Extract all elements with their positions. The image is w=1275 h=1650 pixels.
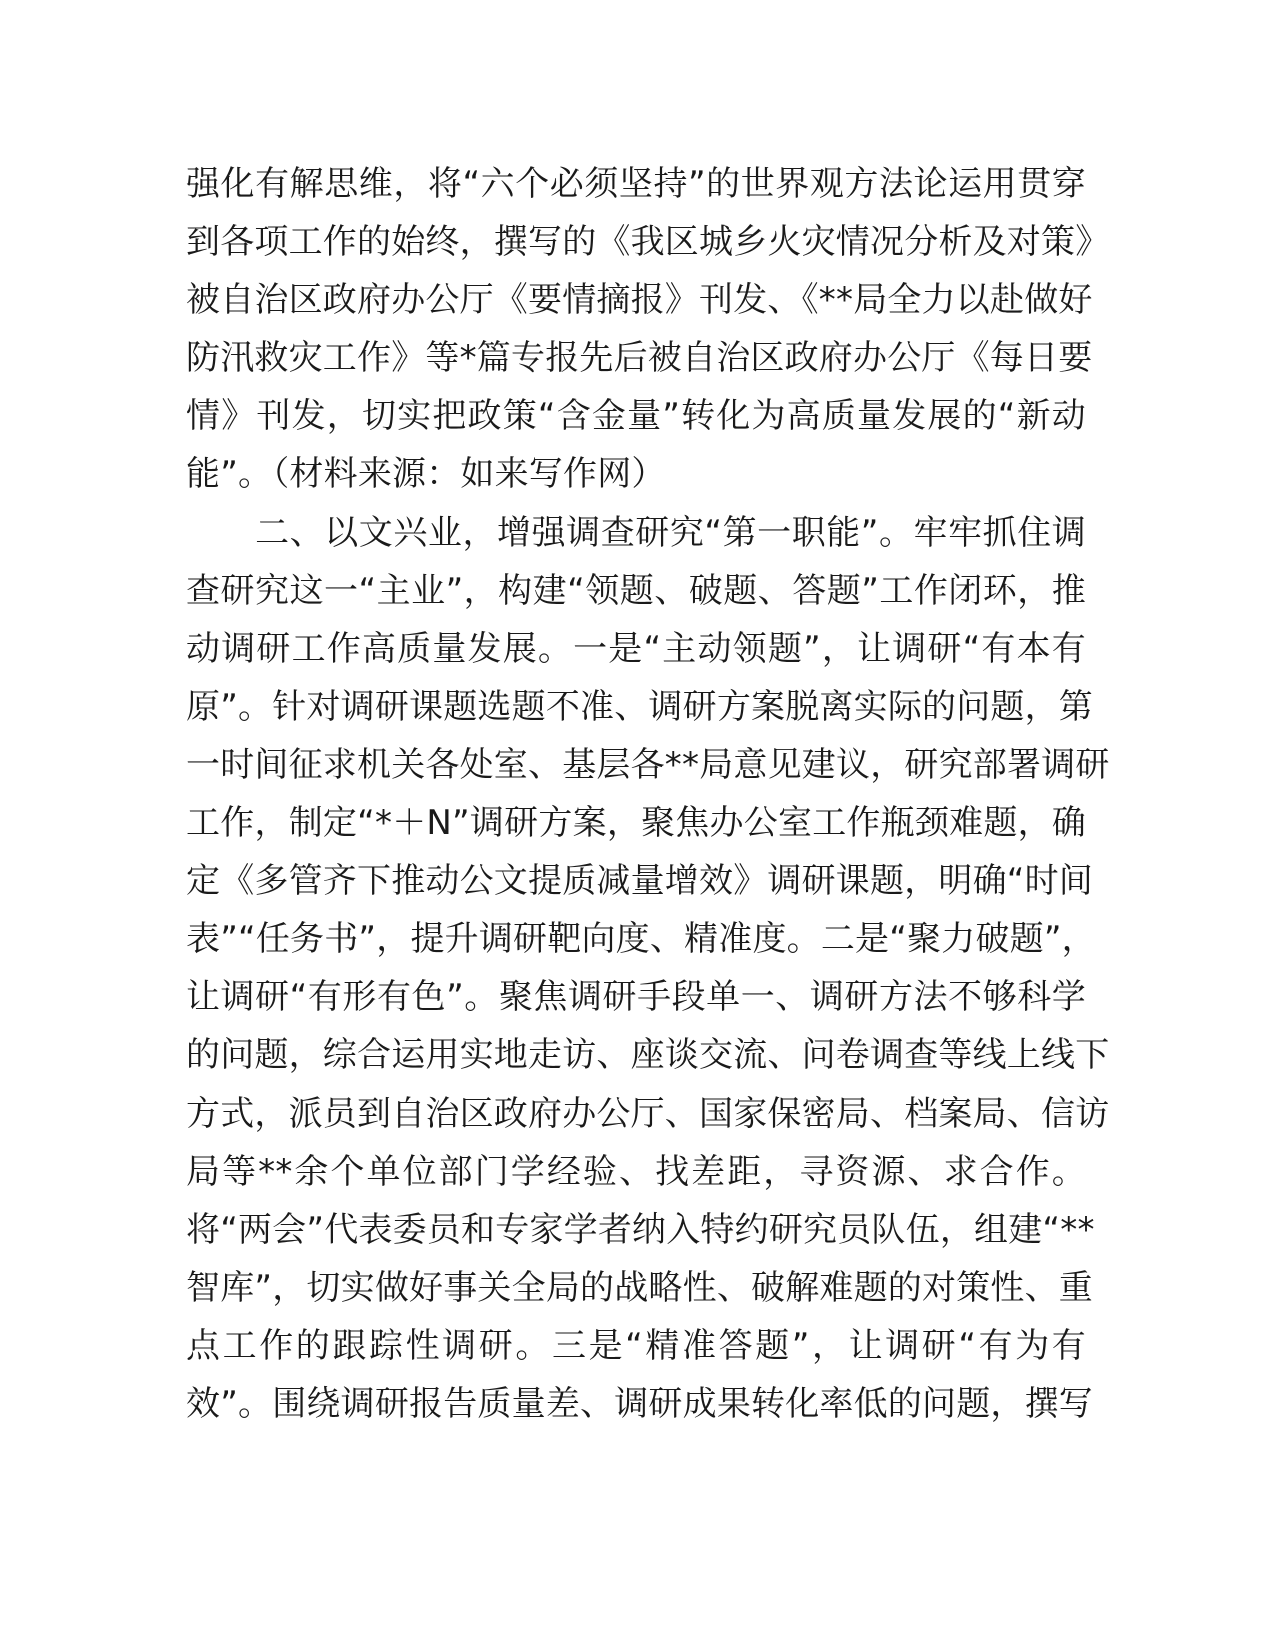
text-line: 让调研“有形有色”。聚焦调研手段单一、调研方法不够科学: [186, 977, 1086, 1018]
text-line: 方式，派员到自治区政府办公厅、国家保密局、档案局、信访: [186, 1093, 1110, 1134]
text-line: 动调研工作高质量发展。一是“主动领题”，让调研“有本有: [186, 628, 1086, 669]
document-body: [186, 155, 1110, 1433]
text-line: 定《多管齐下推动公文提质减量增效》调研课题，明确“时间: [186, 861, 1094, 902]
text-line: 防汛救灾工作》等*篇专报先后被自治区政府办公厅《每日要: [186, 338, 1093, 379]
text-line: 到各项工作的始终，撰写的《我区城乡火灾情况分析及对策》: [186, 222, 1110, 263]
paragraph-2: [186, 504, 1110, 1434]
text-line: 效”。围绕调研报告质量差、调研成果转化率低的问题，撰写: [186, 1383, 1094, 1424]
text-line: 情》刊发，切实把政策“含金量”转化为高质量发展的“新动: [186, 396, 1086, 437]
text-line: 的问题，综合运用实地走访、座谈交流、问卷调查等线上线下: [186, 1035, 1110, 1076]
text-line: 原”。针对调研课题选题不准、调研方案脱离实际的问题，第: [186, 686, 1094, 727]
text-line: 智库”，切实做好事关全局的战略性、破解难题的对策性、重: [186, 1267, 1094, 1308]
text-line: 点工作的跟踪性调研。三是“精准答题”，让调研“有为有: [186, 1325, 1086, 1366]
paragraph-1: [186, 155, 1110, 504]
text-line: 查研究这一“主业”，构建“领题、破题、答题”工作闭环，推: [186, 570, 1086, 611]
text-line: 能”。（材料来源：如来写作网）: [186, 454, 666, 495]
text-line: 将“两会”代表委员和专家学者纳入特约研究员队伍，组建“**: [186, 1209, 1095, 1250]
text-line: 工作，制定“*＋N”调研方案，聚焦办公室工作瓶颈难题，确: [186, 803, 1086, 844]
text-line: 一时间征求机关各处室、基层各**局意见建议，研究部署调研: [186, 744, 1110, 785]
text-line: 二、以文兴业，增强调查研究“第一职能”。牢牢抓住调: [186, 512, 1086, 553]
text-line: 局等**余个单位部门学经验、找差距，寻资源、求合作。: [186, 1151, 1086, 1192]
text-line: 强化有解思维，将“六个必须坚持”的世界观方法论运用贯穿: [186, 164, 1086, 204]
text-line: 表”“任务书”，提升调研靶向度、精准度。二是“聚力破题”，: [186, 919, 1096, 960]
text-line: 被自治区政府办公厅《要情摘报》刊发、《**局全力以赴做好: [186, 280, 1093, 321]
